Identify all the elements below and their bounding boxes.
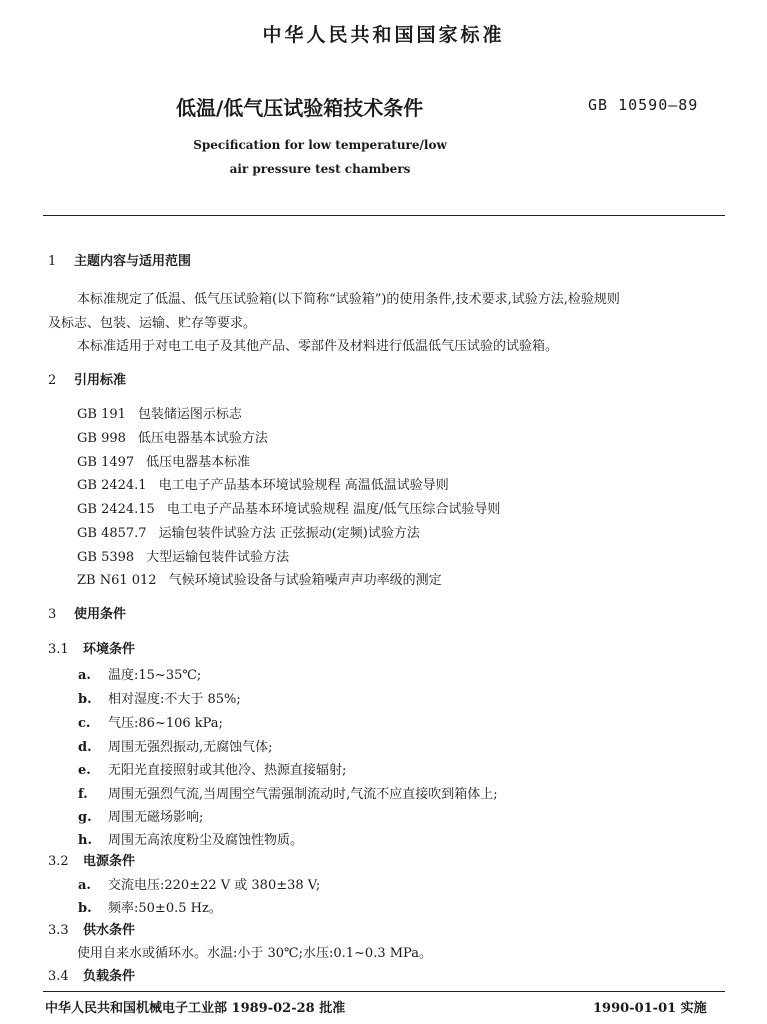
reference-item: GB 2424.15 电工电子产品基本环境试验规程 温度/低气压综合试验导则 [77, 502, 501, 517]
list-item: d. 周围无强烈振动,无腐蚀气体; [78, 740, 273, 755]
section-title: 使用条件 [74, 607, 127, 622]
section-title: 主题内容与适用范围 [74, 254, 192, 269]
reference-item: GB 2424.1 电工电子产品基本环境试验规程 高温低温试验导则 [77, 478, 449, 493]
section-1-paragraph-1: 本标准规定了低温、低气压试验箱(以下简称“试验箱”)的使用条件,技术要求,试验方法,检验规则 [77, 292, 620, 307]
list-item: b. 相对湿度:不大于 85%; [78, 692, 241, 707]
section-number: 2 [48, 373, 57, 388]
footer-divider [43, 991, 725, 992]
section-2-heading [48, 369, 126, 388]
list-item: e. 无阳光直接照射或其他冷、热源直接辐射; [78, 763, 347, 778]
list-item: g. 周围无磁场影响; [78, 810, 204, 825]
list-item: a. 交流电压:220±22 V 或 380±38 V; [78, 878, 321, 893]
reference-item: GB 1497 低压电器基本标准 [77, 455, 251, 470]
list-item: f. 周围无强烈气流,当周围空气需强制流动时,气流不应直接吹到箱体上; [78, 787, 498, 802]
section-number: 1 [48, 254, 57, 269]
reference-item: GB 998 低压电器基本试验方法 [77, 431, 268, 446]
reference-item: ZB N61 012 气候环境试验设备与试验箱噪声声功率级的测定 [77, 573, 442, 588]
effective-date: 1990-01-01 实施 [593, 1001, 707, 1016]
list-item: c. 气压:86~106 kPa; [78, 716, 223, 731]
approval-line: 中华人民共和国机械电子工业部 1989-02-28 批准 [45, 1001, 346, 1016]
section-number: 3 [48, 607, 57, 622]
subsection-3-2-heading: 3.2 电源条件 [48, 854, 136, 869]
list-item: h. 周围无高浓度粉尘及腐蚀性物质。 [78, 833, 304, 848]
section-1-paragraph-1-cont: 及标志、包装、运输、贮存等要求。 [48, 316, 257, 331]
reference-item: GB 191 包装储运图示标志 [77, 407, 242, 422]
reference-item: GB 5398 大型运输包装件试验方法 [77, 550, 290, 565]
section-1-heading [48, 250, 191, 269]
english-title-line2: air pressure test chambers [229, 162, 411, 176]
water-condition-text: 使用自来水或循环水。水温:小于 30℃;水压:0.1~0.3 MPa。 [77, 946, 432, 961]
section-3-heading [48, 603, 126, 622]
national-standard-header: 中华人民共和国国家标准 [262, 24, 505, 46]
subsection-3-1-heading: 3.1 环境条件 [48, 642, 136, 657]
list-item: b. 频率:50±0.5 Hz。 [78, 901, 222, 916]
english-title-line1: Specification for low temperature/low [193, 138, 447, 152]
list-item: a. 温度:15~35℃; [78, 668, 202, 683]
section-title: 引用标准 [74, 373, 127, 388]
subsection-3-3-heading: 3.3 供水条件 [48, 923, 136, 938]
reference-item: GB 4857.7 运输包装件试验方法 正弦振动(定频)试验方法 [77, 526, 420, 541]
subsection-3-4-heading: 3.4 负载条件 [48, 969, 136, 984]
section-1-paragraph-2: 本标准适用于对电工电子及其他产品、零部件及材料进行低温低气压试验的试验箱。 [77, 339, 559, 354]
header-divider [43, 215, 725, 216]
standard-code: GB 10590—89 [588, 96, 699, 114]
document-title: 低温/低气压试验箱技术条件 [176, 96, 424, 120]
